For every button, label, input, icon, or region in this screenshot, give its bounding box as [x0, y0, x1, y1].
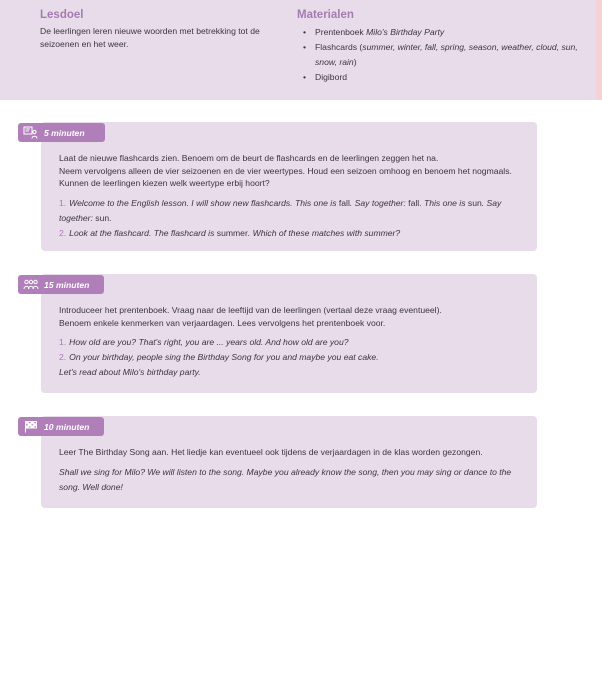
materialen-list [297, 25, 587, 85]
example-line: 1. Welcome to the English lesson. I will show new flashcards. This one is fall. Say together: fall. This one is sun. Say together: sun. [59, 197, 502, 223]
example-line: Shall we sing for Milo? We will listen to the song. Maybe you already know the song, then you may sing or dance to the song. Well done! [59, 466, 512, 492]
lesdoel-text: De leerlingen leren nieuwe woorden met betrekking tot de seizoenen en het weer. [40, 26, 260, 49]
materialen-item: • Prentenboek Milo's Birthday Party [297, 25, 587, 40]
duration-tag-2 [18, 275, 104, 294]
duration-label: 5 minuten [44, 127, 85, 138]
activity-body-1 [59, 152, 521, 241]
materialen-column [297, 9, 587, 85]
instruction-text: Leer The Birthday Song aan. Het liedje kan eventueel ook tijdens de verjaardagen in de klas worden gezongen. [59, 447, 483, 457]
group-icon [22, 277, 39, 292]
duration-tag-1 [18, 123, 105, 142]
example-line: 2. On your birthday, people sing the Birthday Song for you and maybe you eat cake. [59, 352, 379, 362]
duration-label: 10 minuten [44, 421, 90, 432]
activity-body-2 [59, 304, 521, 380]
materialen-heading: Materialen [297, 9, 354, 21]
example-line: 1. How old are you? That's right, you are ... years old. And how old are you? [59, 337, 349, 347]
example-line: Let's read about Milo's birthday party. [59, 367, 201, 377]
lesdoel-heading: Lesdoel [40, 9, 84, 21]
instruction-text: Benoem enkele kenmerken van verjaardagen. Lees vervolgens het prentenboek voor. [59, 317, 386, 328]
instruction-text: Introduceer het prentenboek. Vraag naar de leeftijd van de leerlingen (vertaal deze vraag eventueel). [59, 305, 442, 315]
header-accent-strip [596, 0, 602, 100]
materialen-item: • Digibord [297, 70, 587, 85]
duration-tag-3 [18, 417, 104, 436]
activity-body-3 [59, 446, 524, 495]
teacher-board-icon [22, 125, 39, 140]
duration-label: 15 minuten [44, 279, 90, 290]
example-line: 2. Look at the flashcard. The flashcard is summer. Which of these matches with summer? [59, 227, 401, 238]
materialen-item: • Flashcards (summer, winter, fall, spring, season, weather, cloud, sun, snow, rain) [297, 40, 587, 70]
lesdoel-column [40, 9, 280, 51]
instruction-text: Neem vervolgens alleen de vier seizoenen en de vier weertypes. Houd een seizoen omhoog en benoem het nogmaals. Kunnen de leerlingen kiezen welk weertype erbij hoort? [59, 165, 512, 188]
instruction-text: Laat de nieuwe flashcards zien. Benoem om de beurt de flashcards en de leerlingen zeggen het na. [59, 153, 439, 163]
finish-flag-icon [22, 419, 39, 434]
